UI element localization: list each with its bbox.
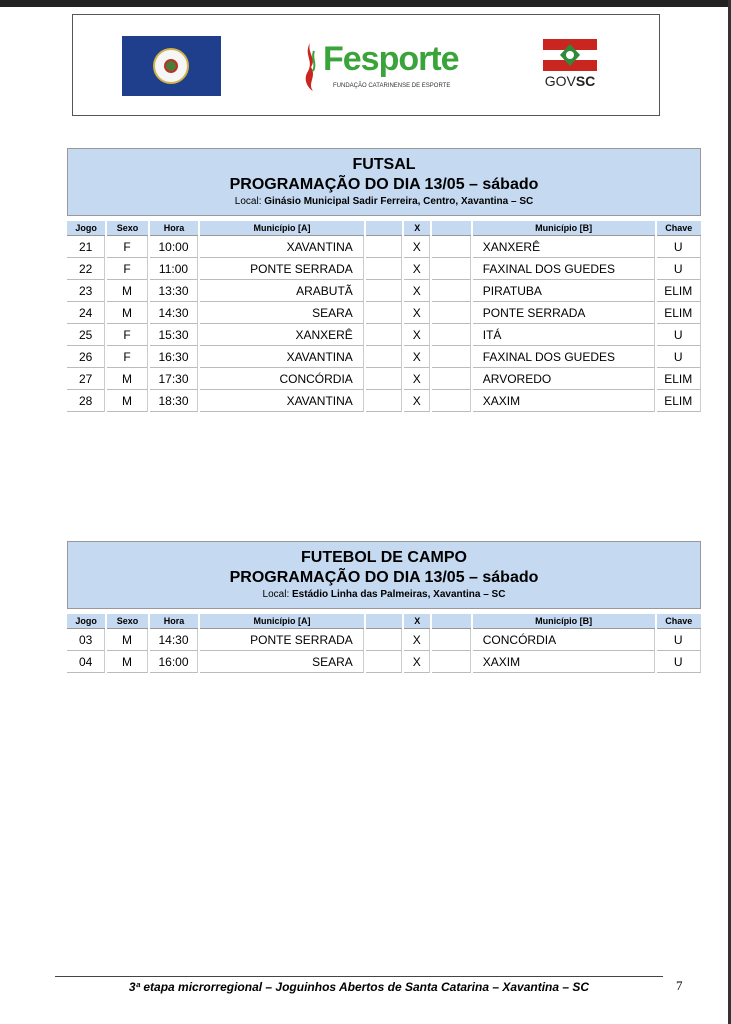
futebol-header-cell: Chave [657,614,702,629]
futsal-cell: M [107,390,147,412]
table-row [67,368,701,390]
gov-text: GOV [544,73,576,89]
futsal-cell: ELIM [657,302,702,324]
futebol-header-cell: X [404,614,430,629]
page-number: 7 [676,978,683,993]
fesporte-name: Fesporte [323,40,459,78]
futsal-header-cell: X [404,221,430,236]
futsal-cell: XAVANTINA [200,390,364,412]
futsal-cell [432,368,470,390]
futsal-cell: F [107,324,147,346]
futebol-header-cell: Hora [150,614,198,629]
futsal-cell [366,236,402,258]
sc-flag-icon [543,39,597,71]
futebol-cell: CONCÓRDIA [473,629,655,651]
futsal-cell: 26 [67,346,105,368]
futebol-header-cell: Município [B] [473,614,655,629]
table-row [67,346,701,368]
table-row [67,629,701,651]
table-row [67,258,701,280]
futebol-local-value: Estádio Linha das Palmeiras, Xavantina – SC [292,589,506,600]
futsal-cell: 23 [67,280,105,302]
fesporte-subtitle: FUNDAÇÃO CATARINENSE DE ESPORTE [333,83,451,89]
futsal-cell: XANXERÊ [200,324,364,346]
futsal-cell: X [404,280,430,302]
futsal-cell [366,346,402,368]
futsal-cell: 15:30 [150,324,198,346]
futsal-cell: X [404,346,430,368]
futsal-cell: ARVOREDO [473,368,655,390]
futebol-local-label: Local: [262,589,290,600]
futsal-cell: 18:30 [150,390,198,412]
futsal-title-box [67,148,701,216]
futsal-cell: ELIM [657,280,702,302]
govsc-label [541,73,599,89]
futsal-cell: U [657,236,702,258]
futsal-table [65,216,703,412]
futsal-cell [366,324,402,346]
futsal-cell: U [657,324,702,346]
futsal-subtitle: PROGRAMAÇÃO DO DIA 13/05 – sábado [229,176,539,193]
futsal-cell: M [107,280,147,302]
table-row [67,324,701,346]
futsal-cell: X [404,302,430,324]
futsal-header-cell: Município [B] [473,221,655,236]
futsal-cell: 22 [67,258,105,280]
municipal-flag-icon [122,36,221,96]
futsal-cell: X [404,390,430,412]
futsal-section [67,148,702,412]
futebol-cell [432,651,470,673]
futebol-header-cell: Município [A] [200,614,364,629]
municipal-seal-icon [153,48,189,84]
futsal-header-cell: Município [A] [200,221,364,236]
futebol-cell: PONTE SERRADA [200,629,364,651]
futebol-header-cell: Sexo [107,614,147,629]
futsal-cell: 16:30 [150,346,198,368]
table-row [67,651,701,673]
futsal-cell: XANXERÊ [473,236,655,258]
futsal-local [68,195,700,209]
futebol-section [67,541,702,673]
futsal-cell: 10:00 [150,236,198,258]
futsal-header-cell: Sexo [107,221,147,236]
logo-header [72,14,660,116]
futsal-cell: 21 [67,236,105,258]
futebol-cell: U [657,651,702,673]
futsal-cell [432,302,470,324]
futsal-cell: PONTE SERRADA [200,258,364,280]
futsal-cell: XAXIM [473,390,655,412]
futebol-cell: XAXIM [473,651,655,673]
futsal-local-label: Local: [234,196,262,207]
futsal-cell: 25 [67,324,105,346]
sc-text: SC [575,73,596,89]
footer-text: 3ª etapa microrregional – Joguinhos Abertos de Santa Catarina – Xavantina – SC [128,980,590,994]
futsal-header-cell: Hora [150,221,198,236]
futebol-subtitle: PROGRAMAÇÃO DO DIA 13/05 – sábado [229,569,539,586]
futsal-cell: X [404,236,430,258]
futsal-cell [432,280,470,302]
futebol-cell: U [657,629,702,651]
futebol-table [65,609,703,673]
futsal-cell: ARABUTÃ [200,280,364,302]
futsal-header-row [67,221,701,236]
futsal-cell: 14:30 [150,302,198,324]
futsal-cell: FAXINAL DOS GUEDES [473,346,655,368]
futebol-title-box [67,541,701,609]
futsal-local-value: Ginásio Municipal Sadir Ferreira, Centro, Xavantina – SC [264,196,534,207]
futebol-cell: X [404,651,430,673]
futsal-cell: U [657,346,702,368]
futebol-body [67,629,701,673]
futsal-cell: M [107,368,147,390]
futebol-cell: M [107,629,147,651]
futsal-cell [366,368,402,390]
futsal-header-cell: Chave [657,221,702,236]
futsal-cell: ELIM [657,368,702,390]
futsal-cell: 28 [67,390,105,412]
futsal-cell [432,258,470,280]
futebol-cell: 16:00 [150,651,198,673]
futebol-cell: 04 [67,651,105,673]
top-edge [0,0,731,7]
futsal-cell [366,258,402,280]
futsal-title: FUTSAL [352,156,416,173]
futsal-cell: ITÁ [473,324,655,346]
futebol-local [68,588,700,602]
futsal-body [67,236,701,412]
futsal-cell: X [404,324,430,346]
futsal-cell: ELIM [657,390,702,412]
futsal-cell: 27 [67,368,105,390]
futsal-cell [432,390,470,412]
table-row [67,236,701,258]
futsal-cell [366,280,402,302]
futsal-cell: M [107,302,147,324]
futsal-cell: F [107,258,147,280]
futsal-cell: F [107,236,147,258]
futebol-title: FUTEBOL DE CAMPO [301,549,467,566]
table-row [67,390,701,412]
futsal-cell: PONTE SERRADA [473,302,655,324]
futebol-cell [366,629,402,651]
futebol-cell: M [107,651,147,673]
futebol-cell [432,629,470,651]
futebol-cell: SEARA [200,651,364,673]
futebol-header-cell [432,614,470,629]
futsal-cell [366,390,402,412]
futsal-cell: SEARA [200,302,364,324]
futsal-cell: X [404,258,430,280]
futsal-header-cell [366,221,402,236]
footer-divider [55,976,663,977]
futsal-cell: F [107,346,147,368]
flame-icon [301,41,319,93]
futebol-header-cell [366,614,402,629]
futsal-header-cell: Jogo [67,221,105,236]
futsal-header-cell [432,221,470,236]
futebol-cell: X [404,629,430,651]
futsal-cell: U [657,258,702,280]
futebol-header-row [67,614,701,629]
futsal-cell [432,236,470,258]
futsal-cell [432,346,470,368]
futsal-cell: 24 [67,302,105,324]
futsal-cell [432,324,470,346]
table-row [67,280,701,302]
futsal-cell: 11:00 [150,258,198,280]
futsal-cell [366,302,402,324]
futsal-cell: 13:30 [150,280,198,302]
fesporte-logo [301,37,459,99]
futsal-cell: FAXINAL DOS GUEDES [473,258,655,280]
futsal-cell: PIRATUBA [473,280,655,302]
futsal-cell: XAVANTINA [200,236,364,258]
govsc-logo [541,39,601,91]
futsal-cell: CONCÓRDIA [200,368,364,390]
futsal-cell: 17:30 [150,368,198,390]
table-row [67,302,701,324]
futebol-cell: 14:30 [150,629,198,651]
futsal-cell: XAVANTINA [200,346,364,368]
futsal-cell: X [404,368,430,390]
futebol-cell: 03 [67,629,105,651]
futebol-cell [366,651,402,673]
futebol-header-cell: Jogo [67,614,105,629]
